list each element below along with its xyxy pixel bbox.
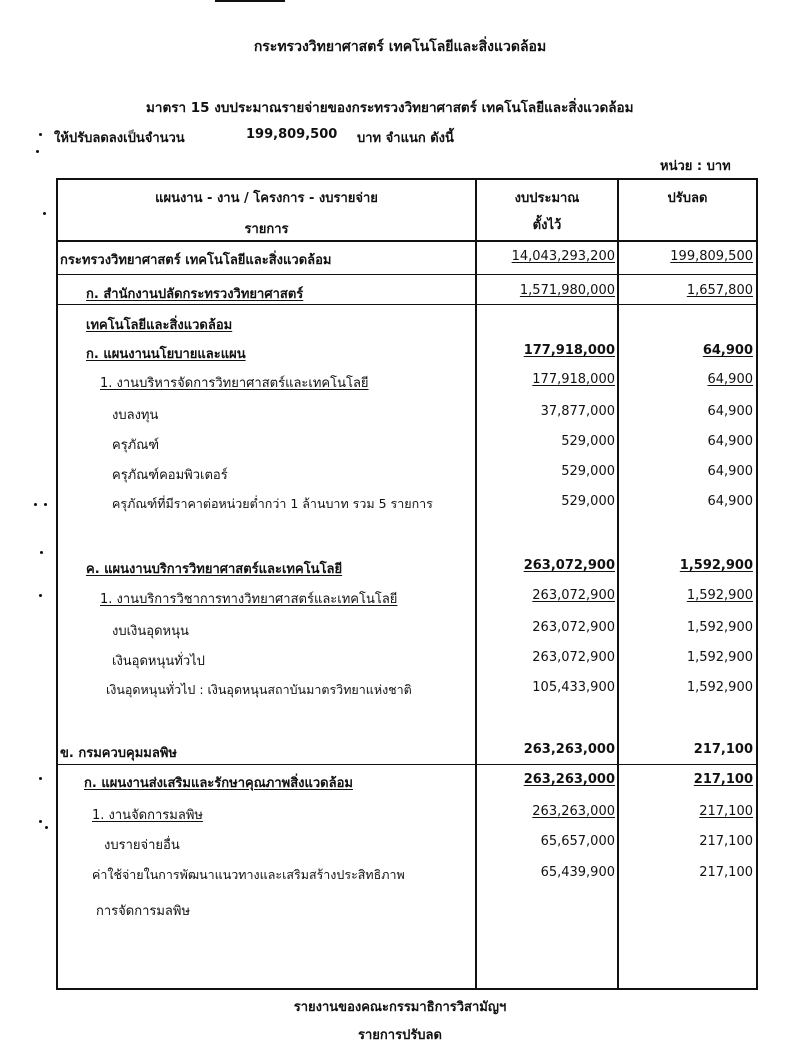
row-label: ครุภัณฑ์ xyxy=(112,438,160,453)
unit-label: หน่วย : บาท xyxy=(660,159,731,174)
row-budget: 14,043,293,200 xyxy=(511,249,615,264)
row-budget: 1,571,980,000 xyxy=(519,283,615,298)
row-cut: 64,900 xyxy=(702,343,753,358)
row-cut: 64,900 xyxy=(707,494,753,509)
row-label: ค่าใช้จ่ายในการพัฒนาแนวทางและเสริมสร้างประสิทธิภาพ xyxy=(92,867,405,882)
table-left-border xyxy=(56,178,58,990)
row-label: งบรายจ่ายอื่น xyxy=(104,838,180,853)
row-cut: 1,592,900 xyxy=(686,620,753,635)
row-label: ข. กรมควบคุมมลพิษ xyxy=(60,746,177,761)
row-label: ค. แผนงานบริการวิทยาศาสตร์และเทคโนโลยี xyxy=(86,562,343,577)
row-cut: 217,100 xyxy=(693,772,753,787)
scan-speck xyxy=(45,826,48,829)
row-budget: 263,072,900 xyxy=(532,620,615,635)
row-label: งบลงทุน xyxy=(112,408,159,423)
scan-speck xyxy=(39,133,42,136)
col2-header-line2: ตั้งไว้ xyxy=(532,218,562,233)
scan-speck xyxy=(40,551,43,554)
scan-speck xyxy=(36,150,39,153)
row-cut: 64,900 xyxy=(707,434,753,449)
scan-speck xyxy=(34,503,37,506)
col1-header-line1: แผนงาน - งาน / โครงการ - งบรายจ่าย xyxy=(155,191,378,206)
row-budget: 177,918,000 xyxy=(532,372,615,387)
row-budget: 263,072,900 xyxy=(523,558,615,573)
row-budget: 105,433,900 xyxy=(532,680,615,695)
row-label: 1. งานจัดการมลพิษ xyxy=(92,808,203,823)
row-budget: 529,000 xyxy=(561,434,615,449)
table-top-border xyxy=(56,178,758,180)
footer-line1: รายงานของคณะกรรมาธิการวิสามัญฯ xyxy=(293,1000,507,1015)
table-right-border xyxy=(756,178,758,990)
scan-speck xyxy=(39,777,42,780)
row-budget: 263,263,000 xyxy=(532,804,615,819)
row-label: ก. แผนงานส่งเสริมและรักษาคุณภาพสิ่งแวดล้อม xyxy=(84,776,353,791)
row-budget: 263,072,900 xyxy=(532,650,615,665)
col2-header-line1: งบประมาณ xyxy=(514,191,580,206)
row-label: ก. สำนักงานปลัดกระทรวงวิทยาศาสตร์ xyxy=(86,287,304,302)
row-label: กระทรวงวิทยาศาสตร์ เทคโนโลยีและสิ่งแวดล้อม xyxy=(60,253,332,268)
row-rule xyxy=(56,764,758,765)
row-label: งบเงินอุดหนุน xyxy=(112,624,189,639)
row-budget: 529,000 xyxy=(561,464,615,479)
scan-speck xyxy=(43,212,46,215)
row-cut: 64,900 xyxy=(707,372,753,387)
row-label: การจัดการมลพิษ xyxy=(96,904,191,919)
footer-line2: รายการปรับลด xyxy=(358,1028,442,1043)
row-label: เทคโนโลยีและสิ่งแวดล้อม xyxy=(86,318,233,333)
row-cut: 199,809,500 xyxy=(670,249,753,264)
row-label: ครุภัณฑ์ที่มีราคาต่อหน่วยต่ำกว่า 1 ล้านบาท รวม 5 รายการ xyxy=(112,496,433,511)
row-cut: 1,592,900 xyxy=(679,558,753,573)
row-cut: 217,100 xyxy=(699,834,753,849)
row-cut: 1,592,900 xyxy=(686,680,753,695)
row-cut: 1,592,900 xyxy=(686,588,753,603)
row-budget: 263,263,000 xyxy=(523,772,615,787)
scan-speck xyxy=(39,820,42,823)
reduce-amount: 199,809,500 xyxy=(246,127,338,142)
row-budget: 65,439,900 xyxy=(540,865,615,880)
row-budget: 263,263,000 xyxy=(523,742,615,757)
row-rule xyxy=(56,304,758,305)
reduce-label: ให้ปรับลดลงเป็นจำนวน xyxy=(54,131,185,146)
row-budget: 263,072,900 xyxy=(532,588,615,603)
ministry-title: กระทรวงวิทยาศาสตร์ เทคโนโลยีและสิ่งแวดล้อม xyxy=(253,39,547,55)
row-cut: 64,900 xyxy=(707,464,753,479)
row-budget: 65,657,000 xyxy=(540,834,615,849)
table-header-border xyxy=(56,240,758,242)
row-label: เงินอุดหนุนทั่วไป xyxy=(112,654,205,669)
row-label: ครุภัณฑ์คอมพิวเตอร์ xyxy=(112,468,228,483)
table-bottom-border xyxy=(56,988,758,990)
row-label: เงินอุดหนุนทั่วไป : เงินอุดหนุนสถาบันมาตรวิทยาแห่งชาติ xyxy=(106,682,412,697)
row-label: 1. งานบริหารจัดการวิทยาศาสตร์และเทคโนโลยี xyxy=(100,376,369,391)
scan-speck xyxy=(39,594,42,597)
reduce-tail: บาท จำแนก ดังนี้ xyxy=(357,131,454,146)
col3-header: ปรับลด xyxy=(667,191,708,206)
row-budget: 529,000 xyxy=(561,494,615,509)
row-cut: 217,100 xyxy=(699,804,753,819)
row-cut: 217,100 xyxy=(693,742,753,757)
row-label: ก. แผนงานนโยบายและแผน xyxy=(86,347,246,362)
top-cutoff-mark xyxy=(215,0,285,2)
row-budget: 177,918,000 xyxy=(523,343,615,358)
scan-speck xyxy=(44,503,47,506)
row-cut: 1,657,800 xyxy=(686,283,753,298)
row-budget: 37,877,000 xyxy=(540,404,615,419)
row-label: 1. งานบริการวิชาการทางวิทยาศาสตร์และเทคโนโลยี xyxy=(100,592,398,607)
section-title: มาตรา 15 งบประมาณรายจ่ายของกระทรวงวิทยาศาสตร์ เทคโนโลยีและสิ่งแวดล้อม xyxy=(146,100,634,116)
row-rule xyxy=(56,274,758,275)
row-cut: 64,900 xyxy=(707,404,753,419)
col1-header-line2: รายการ xyxy=(244,222,289,237)
row-cut: 217,100 xyxy=(699,865,753,880)
row-cut: 1,592,900 xyxy=(686,650,753,665)
